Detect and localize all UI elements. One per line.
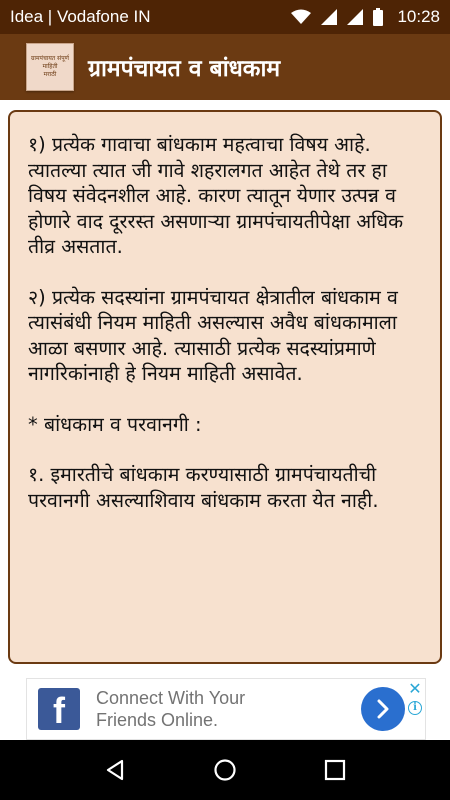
signal-icon xyxy=(321,9,337,25)
ad-banner[interactable] xyxy=(26,678,426,740)
ad-info-icon[interactable]: i xyxy=(408,701,422,715)
recents-icon xyxy=(324,759,346,781)
system-nav-bar xyxy=(0,740,450,800)
app-bar xyxy=(0,34,450,100)
signal-icon-2 xyxy=(347,9,363,25)
chevron-right-icon xyxy=(375,699,391,719)
article-paragraph: १. इमारतीचे बांधकाम करण्यासाठी ग्रामपंचायतीची परवानगी असल्याशिवाय बांधकाम करता येत नाही. xyxy=(28,463,383,512)
ad-container xyxy=(0,676,450,740)
content-scroll-area[interactable] xyxy=(0,100,450,676)
back-icon xyxy=(103,758,127,782)
ad-text xyxy=(96,687,361,731)
article-card xyxy=(8,110,442,664)
carrier-label: Idea | Vodafone IN xyxy=(10,7,151,26)
facebook-icon: f xyxy=(38,688,80,730)
ad-text-line: Friends Online. xyxy=(96,710,219,730)
app-logo xyxy=(26,43,74,91)
status-icons xyxy=(291,7,440,27)
app-logo-line: मराठी xyxy=(43,71,57,78)
page-title: ग्रामपंचायत व बांधकाम xyxy=(88,56,281,82)
app-logo-line: माहिती xyxy=(42,63,58,70)
article-heading: * बांधकाम व परवानगी : xyxy=(28,412,202,436)
back-button[interactable] xyxy=(95,750,135,790)
ad-text-line: Connect With Your xyxy=(96,688,246,708)
wifi-icon xyxy=(291,9,311,25)
ad-open-button[interactable] xyxy=(361,687,405,731)
home-icon xyxy=(213,758,237,782)
article-paragraph: १) प्रत्येक गावाचा बांधकाम महत्वाचा विषय आहे. त्यातल्या त्यात जी गावे शहरालगत आहेत तेथे तर हा विषय संवेदनशील आहे. कारण त्यातून येणार उत्पन्न व होणारे वाद दूररस्त असणाऱ्या ग्रामपंचायतीपेक्षा अधिक तीव्र असतात. xyxy=(28,133,410,258)
app-logo-line: ग्रामपंचायत संपूर्ण xyxy=(31,55,69,62)
article-paragraph: २) प्रत्येक सदस्यांना ग्रामपंचायत क्षेत्रातील बांधकाम व त्यासंबंधी नियम माहिती असल्यास अवैध बांधकामाला आळा बसणार आहे. त्यासाठी प्रत्येक सदस्यांप्रमाणे नागरिकांनाही हे नियम माहिती असावेत. xyxy=(28,285,405,385)
battery-icon xyxy=(373,8,383,26)
recents-button[interactable] xyxy=(315,750,355,790)
clock: 10:28 xyxy=(397,7,440,26)
home-button[interactable] xyxy=(205,750,245,790)
ad-close-icon[interactable]: ✕ xyxy=(408,679,422,698)
status-bar xyxy=(0,0,450,34)
